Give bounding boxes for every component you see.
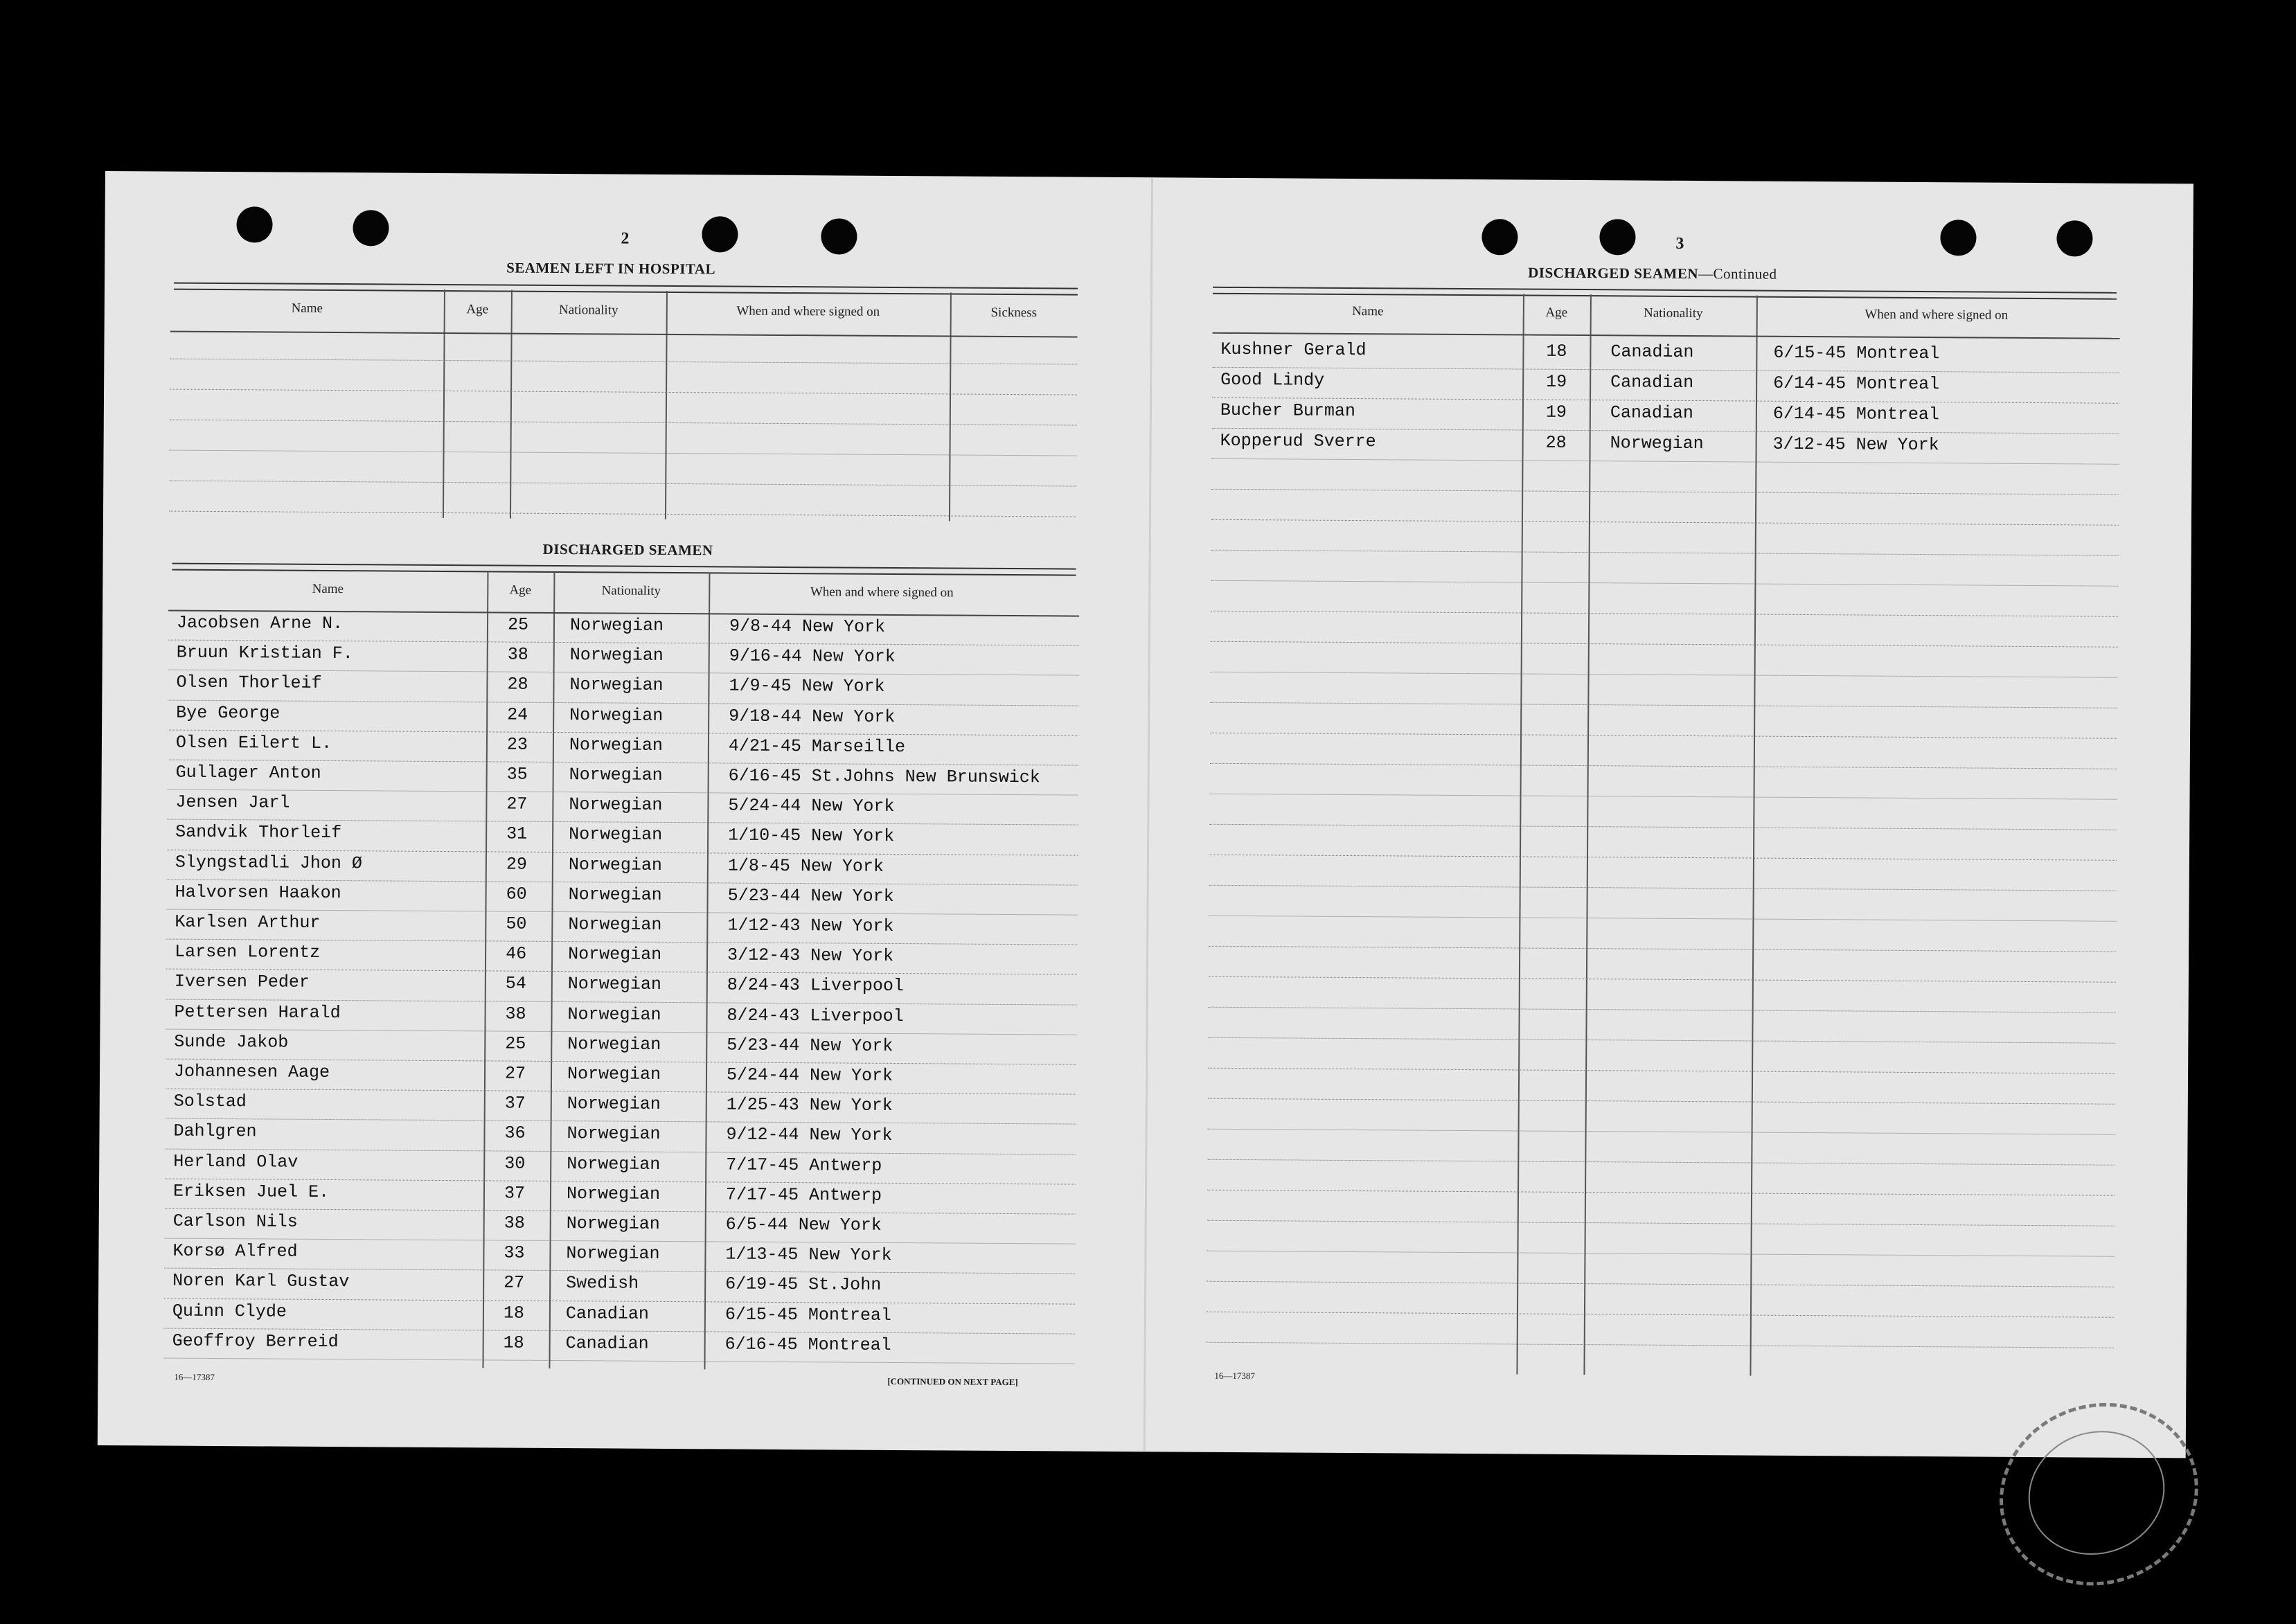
seaman-name: Carlson Nils (172, 1211, 298, 1232)
table-row (164, 1301, 1075, 1326)
seaman-name: Halvorsen Haakon (175, 882, 341, 903)
seaman-name: Good Lindy (1220, 369, 1325, 391)
column-header-nationality: Nationality (1643, 305, 1703, 321)
signed-on-date-place: 5/24-44 New York (726, 1064, 893, 1086)
seaman-age: 36 (504, 1123, 526, 1144)
seaman-age: 46 (506, 943, 527, 964)
blank-row-rule (1207, 1312, 2114, 1318)
signed-on-date-place: 1/12-43 New York (727, 915, 894, 936)
seaman-name: Kushner Gerald (1220, 339, 1367, 361)
signed-on-date-place: 1/8-45 New York (727, 855, 884, 877)
seaman-age: 24 (507, 704, 528, 725)
seaman-name: Bruun Kristian F. (176, 642, 353, 664)
blank-row-rule (1211, 550, 2119, 556)
seaman-nationality: Canadian (1610, 341, 1694, 363)
seaman-name: Johannesen Aage (173, 1061, 330, 1083)
table-row (167, 822, 1078, 847)
seaman-name: Jacobsen Arne N. (176, 612, 344, 634)
table-row (168, 762, 1078, 788)
table-row (166, 972, 1077, 997)
seaman-nationality: Norwegian (567, 1123, 661, 1145)
seaman-nationality: Norwegian (566, 1183, 661, 1204)
blank-row-rule (1207, 1342, 2114, 1348)
seaman-nationality: Norwegian (569, 734, 664, 756)
seaman-age: 19 (1546, 371, 1567, 392)
signed-on-date-place: 9/16-44 New York (729, 645, 896, 668)
signed-on-date-place: 1/10-45 New York (728, 825, 895, 847)
page-number: 3 (1675, 234, 1684, 253)
row-rule (1211, 458, 2119, 465)
blank-row-rule (1209, 855, 2117, 861)
blank-row-rule (1209, 976, 2116, 983)
blank-row-rule (1210, 763, 2117, 769)
seaman-name: Sandvik Thorleif (175, 822, 342, 844)
blank-row-rule (1211, 611, 2118, 617)
seaman-name: Iversen Peder (174, 972, 310, 993)
seaman-name: Noren Karl Gustav (172, 1271, 350, 1292)
seaman-name: Herland Olav (173, 1151, 299, 1172)
blank-row-rule (1210, 733, 2117, 739)
blank-row-rule (1208, 1098, 2115, 1105)
seaman-nationality: Norwegian (569, 615, 664, 636)
table-row (166, 1061, 1076, 1086)
row-rule (164, 1358, 1075, 1364)
seaman-nationality: Norwegian (566, 1243, 660, 1265)
blank-row-rule (1211, 641, 2118, 648)
table-row (166, 1001, 1077, 1026)
table-row (1212, 400, 2119, 425)
seaman-nationality: Norwegian (567, 1064, 661, 1085)
signed-on-date-place: 6/19-45 St.John (725, 1274, 882, 1296)
blank-row-rule (1207, 1159, 2115, 1166)
signed-on-date-place: 1/25-43 New York (726, 1094, 893, 1116)
blank-row-rule (1211, 672, 2118, 678)
seaman-age: 18 (503, 1303, 525, 1323)
seaman-age: 28 (1545, 432, 1567, 453)
table-row (1212, 369, 2119, 395)
signed-on-date-place: 6/14-45 Montreal (1772, 403, 1940, 425)
table-row (165, 1211, 1076, 1235)
seaman-name: Pettersen Harald (174, 1001, 341, 1023)
blank-row-rule (1211, 580, 2118, 587)
seaman-age: 50 (506, 913, 527, 934)
column-header-signed-on: When and where signed on (736, 303, 880, 319)
seaman-nationality: Canadian (565, 1303, 650, 1324)
table-row (165, 1240, 1076, 1266)
blank-row-rule (1209, 1007, 2116, 1013)
signed-on-date-place: 5/23-44 New York (727, 885, 894, 907)
seaman-age: 27 (506, 794, 528, 814)
seaman-age: 23 (506, 734, 528, 755)
seaman-name: Solstad (173, 1091, 247, 1112)
column-header-signed-on: When and where signed on (810, 585, 954, 600)
table-row (166, 1121, 1076, 1146)
seaman-name: Dahlgren (173, 1121, 257, 1142)
punch-hole (1481, 219, 1518, 255)
seaman-age: 29 (506, 854, 528, 875)
seaman-age: 37 (504, 1093, 526, 1114)
column-header-nationality: Nationality (558, 303, 619, 318)
seaman-age: 18 (503, 1332, 524, 1353)
signed-on-date-place: 6/15-45 Montreal (724, 1304, 892, 1326)
blank-row-rule (1208, 1068, 2115, 1074)
signed-on-date-place: 6/16-45 St.Johns New Brunswick (728, 765, 1040, 788)
seaman-nationality: Norwegian (567, 1153, 661, 1175)
signed-on-date-place: 6/15-45 Montreal (1773, 342, 1940, 364)
signed-on-date-place: 8/24-43 Liverpool (727, 1005, 904, 1026)
seaman-name: Jensen Jarl (175, 792, 290, 813)
signed-on-date-place: 9/18-44 New York (729, 706, 896, 727)
signed-on-date-place: 5/23-44 New York (727, 1035, 893, 1056)
signed-on-date-place: 3/12-45 New York (1772, 434, 1939, 456)
seaman-age: 38 (507, 644, 528, 665)
table-row (168, 672, 1079, 697)
seaman-name: Bucher Burman (1220, 400, 1356, 422)
blank-row-rule (1209, 946, 2116, 952)
blank-row-rule (1209, 824, 2117, 830)
seaman-name: Karlsen Arthur (175, 911, 321, 933)
seaman-age: 19 (1545, 402, 1567, 422)
seaman-nationality: Norwegian (1610, 433, 1704, 454)
column-header-age: Age (1545, 305, 1568, 320)
hospital-table (169, 288, 1078, 522)
seaman-age: 54 (505, 973, 526, 994)
seaman-name: Korsø Alfred (172, 1240, 298, 1262)
table-row (165, 1181, 1076, 1206)
table-row (168, 792, 1078, 817)
seaman-name: Bye George (176, 702, 281, 724)
seaman-age: 38 (504, 1213, 525, 1233)
blank-row-rule (1208, 1129, 2115, 1135)
blank-row-rule (1208, 1037, 2115, 1044)
seaman-age: 37 (504, 1183, 526, 1204)
signed-on-date-place: 1/9-45 New York (729, 675, 885, 697)
punch-hole (236, 206, 272, 242)
table-row (166, 1031, 1076, 1056)
seaman-name: Olsen Thorleif (176, 672, 322, 694)
seaman-name: Geoffroy Berreid (172, 1330, 339, 1352)
blank-row-rule (1209, 916, 2116, 922)
seaman-age: 38 (505, 1003, 526, 1024)
table-row (166, 1091, 1076, 1116)
punch-hole (2056, 220, 2092, 256)
table-row (166, 911, 1077, 936)
column-header-age: Age (509, 582, 532, 598)
blank-row-rule (1211, 489, 2119, 495)
signed-on-date-place: 1/13-45 New York (725, 1244, 892, 1266)
seaman-name: Gullager Anton (175, 762, 321, 783)
blank-row-rule (1210, 702, 2117, 708)
official-stamp (1974, 1375, 2224, 1612)
blank-row-rule (1207, 1190, 2115, 1196)
table-row (164, 1271, 1075, 1296)
table-row (168, 732, 1078, 757)
seaman-name: Kopperud Sverre (1220, 430, 1376, 452)
table-row (165, 1151, 1076, 1176)
seaman-nationality: Norwegian (567, 974, 661, 995)
seaman-name: Slyngstadli Jhon Ø (175, 852, 363, 873)
page-fold (1143, 177, 1153, 1452)
table-row (168, 702, 1078, 727)
seaman-nationality: Norwegian (566, 1213, 660, 1234)
column-header-signed-on: When and where signed on (1865, 307, 2009, 323)
document-sheet (98, 171, 2193, 1458)
seaman-nationality: Swedish (566, 1273, 639, 1294)
continued-note: [CONTINUED ON NEXT PAGE] (887, 1375, 1018, 1388)
column-header-name: Name (1352, 304, 1384, 319)
column-header-sickness: Sickness (990, 305, 1038, 321)
signed-on-date-place: 3/12-43 New York (727, 945, 894, 967)
seaman-nationality: Norwegian (567, 1003, 661, 1025)
seaman-nationality: Norwegian (569, 675, 664, 696)
blank-row-rule (1210, 794, 2117, 800)
table-row (167, 882, 1078, 907)
seaman-age: 25 (505, 1033, 526, 1054)
hospital-section-title: SEAMEN LEFT IN HOSPITAL (506, 259, 716, 278)
seaman-age: 18 (1546, 341, 1567, 362)
discharged-continued-title (1528, 265, 1777, 283)
seaman-age: 60 (506, 884, 527, 904)
column-header-name: Name (291, 301, 323, 316)
page-number: 2 (621, 229, 630, 248)
signed-on-date-place: 6/5-44 New York (725, 1214, 882, 1235)
signed-on-date-place: 5/24-44 New York (728, 795, 895, 817)
blank-row-rule (1207, 1220, 2115, 1226)
column-header-nationality: Nationality (601, 583, 661, 598)
seaman-age: 33 (504, 1242, 525, 1263)
discharged-continued-table (1206, 292, 2120, 1378)
title-main: DISCHARGED SEAMEN (1528, 264, 1699, 283)
seaman-nationality: Norwegian (567, 1033, 661, 1055)
seaman-nationality: Norwegian (568, 944, 662, 965)
table-row (168, 642, 1079, 668)
seaman-nationality: Norwegian (569, 824, 663, 846)
punch-hole (1940, 220, 1976, 256)
discharged-table (163, 570, 1079, 1372)
signed-on-date-place: 9/8-44 New York (729, 616, 886, 637)
column-header-name: Name (312, 581, 344, 597)
punch-hole (821, 218, 857, 254)
table-row (164, 1330, 1075, 1355)
seaman-nationality: Norwegian (569, 704, 664, 726)
seaman-name: Sunde Jakob (174, 1031, 289, 1053)
signed-on-date-place: 9/12-44 New York (726, 1124, 893, 1146)
table-row (1213, 339, 2120, 364)
seaman-nationality: Norwegian (567, 1094, 661, 1115)
seaman-age: 27 (504, 1063, 526, 1084)
seaman-nationality: Canadian (1610, 402, 1694, 424)
seaman-nationality: Norwegian (568, 854, 663, 875)
signed-on-date-place: 7/17-45 Antwerp (726, 1154, 882, 1176)
seaman-nationality: Norwegian (569, 794, 663, 816)
seaman-nationality: Norwegian (569, 765, 663, 785)
signed-on-date-place: 6/16-45 Montreal (724, 1334, 891, 1355)
discharged-section-title: DISCHARGED SEAMEN (542, 540, 713, 559)
seaman-name: Eriksen Juel E. (172, 1181, 330, 1202)
punch-hole (1599, 219, 1635, 255)
blank-row-rule (1207, 1251, 2115, 1257)
seaman-nationality: Canadian (565, 1332, 649, 1354)
seaman-name: Larsen Lorentz (175, 941, 321, 963)
blank-row-rule (1207, 1281, 2114, 1287)
seaman-age: 28 (507, 674, 528, 695)
signed-on-date-place: 7/17-45 Antwerp (725, 1184, 882, 1206)
seaman-nationality: Norwegian (568, 884, 662, 905)
table-row (1212, 430, 2119, 456)
title-continued: —Continued (1698, 265, 1777, 283)
seaman-age: 30 (504, 1153, 526, 1174)
seaman-name: Quinn Clyde (172, 1301, 287, 1322)
blank-row-rule (1211, 519, 2119, 526)
seaman-nationality: Norwegian (569, 645, 664, 666)
seaman-age: 27 (504, 1272, 525, 1294)
seaman-age: 35 (506, 764, 528, 785)
seaman-age: 31 (506, 823, 528, 845)
form-number: 16—17387 (1214, 1370, 1255, 1382)
seaman-nationality: Canadian (1610, 372, 1694, 393)
punch-hole (702, 216, 738, 252)
table-row (167, 852, 1078, 877)
table-row (166, 941, 1077, 967)
blank-row-rule (1209, 885, 2117, 891)
punch-hole (353, 210, 389, 246)
column-header-age: Age (466, 302, 489, 317)
form-number: 16—17387 (174, 1371, 215, 1382)
seaman-nationality: Norwegian (568, 914, 662, 935)
seaman-name: Olsen Eilert L. (175, 732, 332, 753)
seaman-age: 25 (507, 614, 529, 635)
signed-on-date-place: 6/14-45 Montreal (1773, 373, 1940, 395)
signed-on-date-place: 4/21-45 Marseille (728, 735, 906, 757)
signed-on-date-place: 8/24-43 Liverpool (727, 974, 904, 997)
